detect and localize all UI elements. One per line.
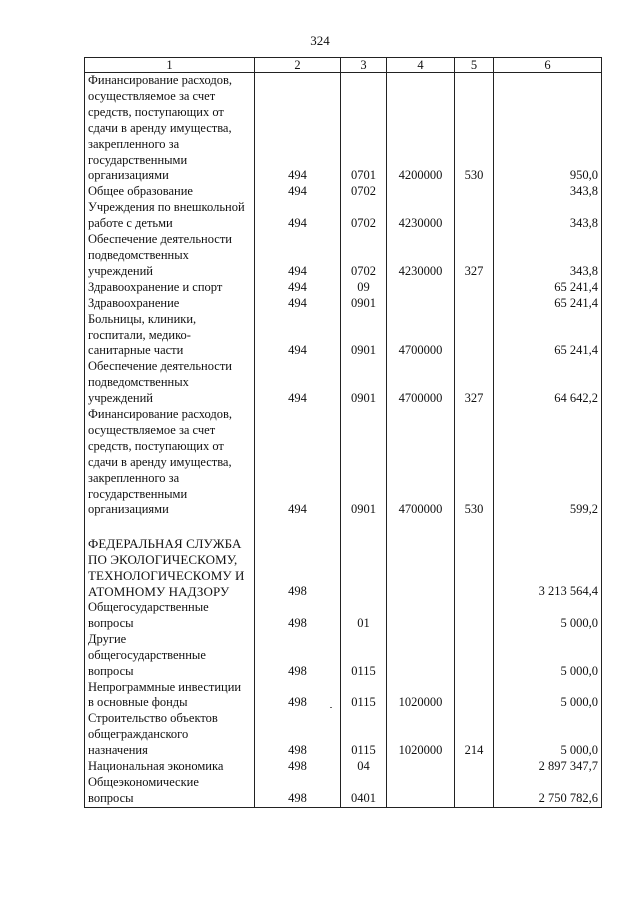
row-name-cell [85,600,255,632]
table-row [85,73,602,185]
header-row [85,58,602,73]
section-code-cell: 0901 [341,312,387,360]
row-name-line: назначения [88,743,148,758]
row-name-line: осуществляемое за счет [88,422,216,437]
ministry-code-cell: 494 [255,73,341,185]
table-row [85,600,602,632]
row-name-line: организациями [88,502,169,517]
amount-cell: 64 642,2 [494,359,602,407]
row-name-line: Финансирование расходов, [88,407,233,422]
row-name-line: АТОМНОМУ НАДЗОРУ [88,584,230,600]
row-name-line: Строительство объектов [88,711,218,726]
table-row [85,312,602,360]
amount-cell: 2 897 347,7 [494,759,602,775]
row-name-line: Больницы, клиники, [88,311,197,326]
spacer-cell [494,518,602,536]
section-code-cell: 09 [341,280,387,296]
ministry-code-cell: 494 [255,184,341,200]
row-name-cell [85,359,255,407]
row-name-line: общегосударственные [88,647,206,662]
expense-type-cell [455,759,494,775]
row-name-line: общегражданского [88,727,189,742]
row-name-line: вопросы [88,790,134,805]
expense-type-cell [455,600,494,632]
ministry-code-cell: 498 [255,759,341,775]
target-code-cell [387,296,455,312]
row-name-cell [85,632,255,680]
row-name-line: Учреждения по внешкольной [88,200,245,215]
ministry-code-cell: 494 [255,232,341,280]
expense-type-cell [455,680,494,712]
expense-type-cell: 327 [455,359,494,407]
row-name-line: вопросы [88,615,134,630]
row-name-line: Здравоохранение и спорт [88,279,223,294]
amount-cell: 65 241,4 [494,296,602,312]
amount-cell: 5 000,0 [494,600,602,632]
section-code-cell: 0702 [341,200,387,232]
section-code-cell [341,536,387,600]
expense-type-cell: 214 [455,711,494,759]
section-code-cell: 0401 [341,775,387,807]
expense-type-cell [455,632,494,680]
spacer-cell [455,518,494,536]
row-name-cell [85,184,255,200]
expense-type-cell: 327 [455,232,494,280]
amount-cell: 599,2 [494,407,602,518]
row-name-line: Другие [88,631,127,646]
row-name-line: организациями [88,168,169,183]
row-name-line: вопросы [88,663,134,678]
ministry-code-cell: 498 [255,600,341,632]
row-name-line: средств, поступающих от [88,438,224,453]
ministry-code-cell: 498 [255,632,341,680]
target-code-cell: 4700000 [387,312,455,360]
row-name-line: Общегосударственные [88,600,209,614]
expense-type-cell [455,280,494,296]
amount-cell: 343,8 [494,232,602,280]
target-code-cell [387,600,455,632]
row-name-cell [85,296,255,312]
ministry-code-cell: 498 [255,536,341,600]
row-name-line: ТЕХНОЛОГИЧЕСКОМУ И [88,568,245,584]
table-row [85,232,602,280]
ministry-code-cell: 494 [255,296,341,312]
section-code-cell: 0901 [341,359,387,407]
row-name-line: работе с детьми [88,216,173,231]
row-name-line: подведомственных [88,247,189,262]
target-code-cell [387,536,455,600]
target-code-cell: 4230000 [387,232,455,280]
row-name-line: государственными [88,486,188,501]
amount-cell: 65 241,4 [494,312,602,360]
expense-type-cell [455,536,494,600]
target-code-cell: 4230000 [387,200,455,232]
column-header-2: 2 [255,58,341,73]
row-name-cell [85,280,255,296]
row-name-cell [85,759,255,775]
target-code-cell: 4700000 [387,407,455,518]
target-code-cell: 1020000 [387,711,455,759]
target-code-cell [387,184,455,200]
amount-cell: 3 213 564,4 [494,536,602,600]
expense-type-cell [455,184,494,200]
row-name-line: Национальная экономика [88,759,224,774]
section-code-cell: 0702 [341,184,387,200]
scan-mark [330,707,332,708]
target-code-cell [387,759,455,775]
table-row [85,775,602,807]
expense-type-cell [455,200,494,232]
row-name-line: сдачи в аренду имущества, [88,454,232,469]
row-name-cell [85,200,255,232]
section-code-cell: 0901 [341,296,387,312]
row-name-line: Здравоохранение [88,295,180,310]
row-name-line: Непрограммные инвестиции [88,679,242,694]
row-name-line: подведомственных [88,375,189,390]
spacer-cell [341,518,387,536]
row-name-line: санитарные части [88,343,184,358]
row-name-line: закрепленного за [88,470,180,485]
target-code-cell [387,775,455,807]
row-name-cell [85,73,255,185]
row-name-cell [85,232,255,280]
row-name-cell [85,680,255,712]
column-header-3: 3 [341,58,387,73]
row-name-cell [85,536,255,600]
ministry-code-cell: 494 [255,359,341,407]
table-row [85,200,602,232]
expense-type-cell [455,312,494,360]
table-row [85,407,602,518]
amount-cell: 343,8 [494,184,602,200]
ministry-code-cell: 494 [255,312,341,360]
amount-cell: 5 000,0 [494,711,602,759]
table-row [85,184,602,200]
row-name-cell [85,407,255,518]
section-code-cell: 0115 [341,680,387,712]
table-row [85,680,602,712]
row-name-line: ПО ЭКОЛОГИЧЕСКОМУ, [88,552,238,568]
amount-cell: 5 000,0 [494,632,602,680]
table-row [85,359,602,407]
spacer-cell [387,518,455,536]
expense-type-cell [455,775,494,807]
ministry-code-cell: 498 [255,711,341,759]
row-name-line: средств, поступающих от [88,104,224,119]
expense-type-cell: 530 [455,407,494,518]
ministry-code-cell: 494 [255,280,341,296]
row-name-line: Финансирование расходов, [88,73,233,87]
spacer-cell [255,518,341,536]
target-code-cell [387,280,455,296]
row-name-line: госпитали, медико- [88,327,191,342]
row-name-line: сдачи в аренду имущества, [88,120,232,135]
target-code-cell: 4200000 [387,73,455,185]
row-name-line: закрепленного за [88,136,180,151]
budget-table [84,57,602,808]
amount-cell: 343,8 [494,200,602,232]
table-row [85,536,602,600]
amount-cell: 2 750 782,6 [494,775,602,807]
table-row [85,711,602,759]
table-row [85,759,602,775]
row-name-line: ФЕДЕРАЛЬНАЯ СЛУЖБА [88,536,242,552]
row-name-line: учреждений [88,263,153,278]
spacer-row [85,518,602,536]
section-code-cell: 0702 [341,232,387,280]
row-name-line: осуществляемое за счет [88,88,216,103]
ministry-code-cell: 494 [255,200,341,232]
column-header-6: 6 [494,58,602,73]
amount-cell: 5 000,0 [494,680,602,712]
page-number: 324 [310,33,330,48]
row-name-line: государственными [88,152,188,167]
table-row [85,296,602,312]
row-name-line: Обеспечение деятельности [88,359,233,374]
target-code-cell [387,632,455,680]
amount-cell: 950,0 [494,73,602,185]
section-code-cell: 01 [341,600,387,632]
row-name-line: в основные фонды [88,695,188,710]
ministry-code-cell: 498 [255,680,341,712]
expense-type-cell [455,296,494,312]
column-header-4: 4 [387,58,455,73]
section-code-cell: 0901 [341,407,387,518]
row-name-cell [85,312,255,360]
amount-cell: 65 241,4 [494,280,602,296]
row-name-cell [85,775,255,807]
section-code-cell: 0701 [341,73,387,185]
section-code-cell: 0115 [341,711,387,759]
target-code-cell: 4700000 [387,359,455,407]
section-code-cell: 0115 [341,632,387,680]
table-body [85,73,602,808]
ministry-code-cell: 498 [255,775,341,807]
column-header-5: 5 [455,58,494,73]
ministry-code-cell: 494 [255,407,341,518]
spacer-cell [85,518,255,536]
row-name-line: Общее образование [88,184,193,199]
column-header-1: 1 [85,58,255,73]
section-code-cell: 04 [341,759,387,775]
row-name-cell [85,711,255,759]
table-row [85,632,602,680]
row-name-line: Общеэкономические [88,774,199,789]
row-name-line: Обеспечение деятельности [88,232,233,247]
target-code-cell: 1020000 [387,680,455,712]
table-row [85,280,602,296]
expense-type-cell: 530 [455,73,494,185]
row-name-line: учреждений [88,391,153,406]
